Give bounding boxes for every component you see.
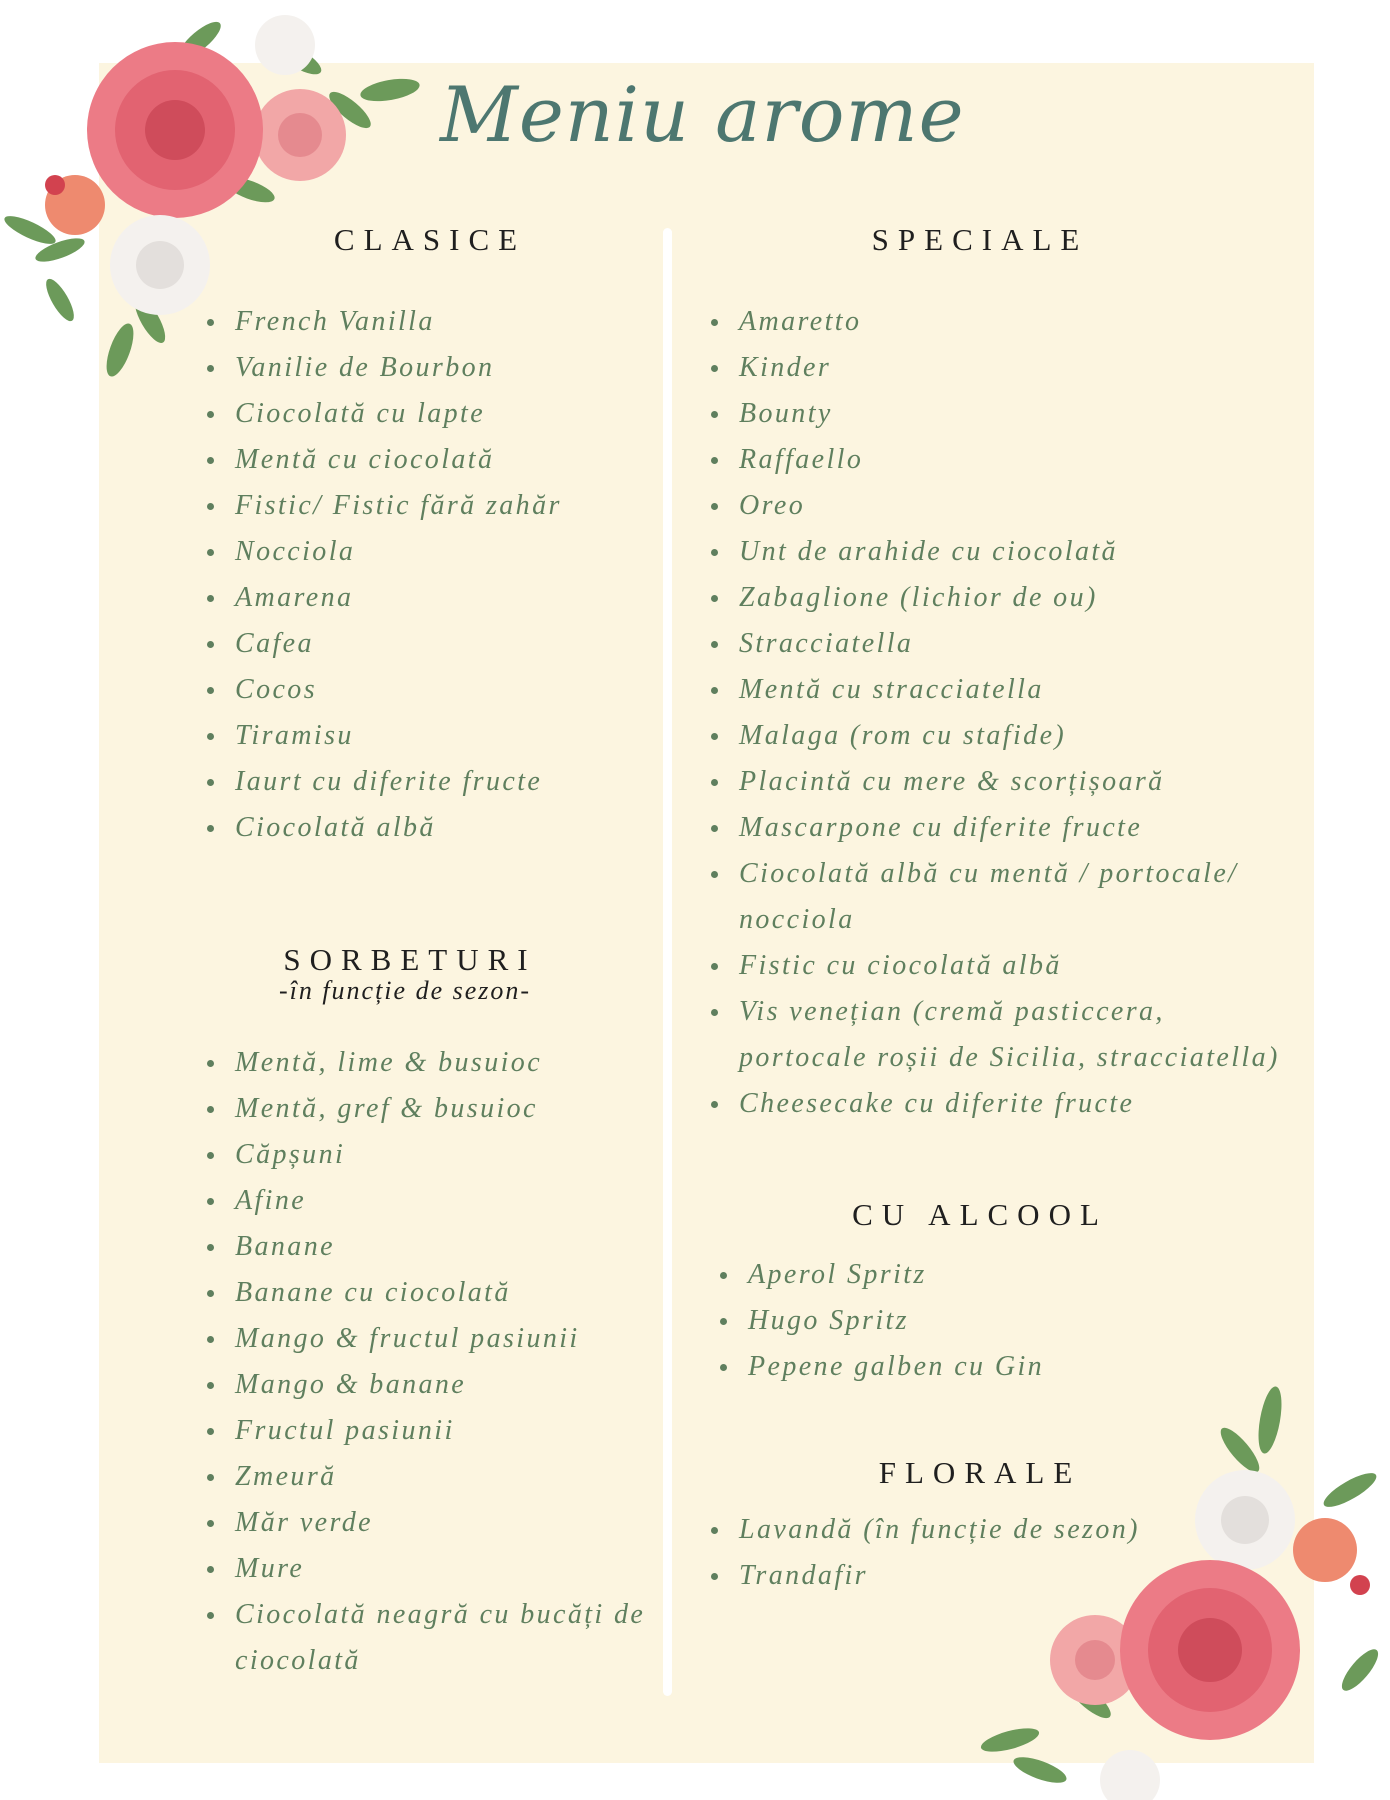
heading-florale: FLORALE: [878, 1455, 1082, 1490]
list-item: Oreo: [711, 483, 1280, 529]
list-item: Stracciatella: [711, 621, 1280, 667]
list-item: Ciocolată albă cu mentă / portocale/: [711, 851, 1280, 897]
list-item: Trandafir: [711, 1553, 1140, 1599]
list-item-continued: portocale roșii de Sicilia, stracciatella): [739, 1042, 1280, 1073]
list-item: Aperol Spritz: [720, 1252, 1044, 1298]
list-item: Fructul pasiunii: [207, 1408, 645, 1454]
list-clasice: [207, 299, 562, 851]
list-speciale: [711, 299, 1280, 1127]
heading-clasice: CLASICE: [333, 222, 527, 257]
list-item: Cocos: [207, 667, 562, 713]
list-cu-alcool: [720, 1252, 1044, 1390]
list-item: Banane cu ciocolată: [207, 1270, 645, 1316]
list-item: Ciocolată cu lapte: [207, 391, 562, 437]
list-item: Amaretto: [711, 299, 1280, 345]
list-item-continued: ciocolată: [235, 1645, 361, 1676]
list-item: Bounty: [711, 391, 1280, 437]
list-item: Ciocolată neagră cu bucăți de: [207, 1592, 645, 1638]
list-item: Căpșuni: [207, 1132, 645, 1178]
list-item: Iaurt cu diferite fructe: [207, 759, 562, 805]
list-florale: [711, 1507, 1140, 1599]
page-title: Meniu arome: [440, 70, 965, 159]
list-item: Mango & banane: [207, 1362, 645, 1408]
list-item: French Vanilla: [207, 299, 562, 345]
list-item: Pepene galben cu Gin: [720, 1344, 1044, 1390]
list-item: Tiramisu: [207, 713, 562, 759]
list-sorbeturi: [207, 1040, 645, 1684]
list-item: Fistic cu ciocolată albă: [711, 943, 1280, 989]
heading-sorbeturi: SORBETURI: [283, 942, 537, 977]
list-item: Raffaello: [711, 437, 1280, 483]
list-item: Afine: [207, 1178, 645, 1224]
list-item: Hugo Spritz: [720, 1298, 1044, 1344]
list-item: Amarena: [207, 575, 562, 621]
heading-cu-alcool: CU ALCOOL: [852, 1197, 1108, 1232]
list-item: Malaga (rom cu stafide): [711, 713, 1280, 759]
list-item: Placintă cu mere & scorțișoară: [711, 759, 1280, 805]
list-item: Mango & fructul pasiunii: [207, 1316, 645, 1362]
list-item: Mentă, lime & busuioc: [207, 1040, 645, 1086]
list-item: Unt de arahide cu ciocolată: [711, 529, 1280, 575]
heading-speciale: SPECIALE: [871, 222, 1089, 257]
list-item: Banane: [207, 1224, 645, 1270]
list-item: Cheesecake cu diferite fructe: [711, 1081, 1280, 1127]
list-item: Vis venețian (cremă pasticcera,: [711, 989, 1280, 1035]
list-item: Mentă cu stracciatella: [711, 667, 1280, 713]
list-item: Fistic/ Fistic fără zahăr: [207, 483, 562, 529]
list-item: Zmeură: [207, 1454, 645, 1500]
list-item: Măr verde: [207, 1500, 645, 1546]
list-item: Cafea: [207, 621, 562, 667]
list-item: Vanilie de Bourbon: [207, 345, 562, 391]
list-item: Ciocolată albă: [207, 805, 562, 851]
subheading-sorbeturi: -în funcție de sezon-: [278, 976, 532, 1005]
list-item: Lavandă (în funcție de sezon): [711, 1507, 1140, 1553]
list-item: Mascarpone cu diferite fructe: [711, 805, 1280, 851]
list-item: Zabaglione (lichior de ou): [711, 575, 1280, 621]
list-item: Mure: [207, 1546, 645, 1592]
list-item: Kinder: [711, 345, 1280, 391]
list-item: Mentă, gref & busuioc: [207, 1086, 645, 1132]
list-item: Mentă cu ciocolată: [207, 437, 562, 483]
list-item: Nocciola: [207, 529, 562, 575]
list-item-continued: nocciola: [739, 904, 855, 935]
column-divider: [663, 228, 672, 1696]
